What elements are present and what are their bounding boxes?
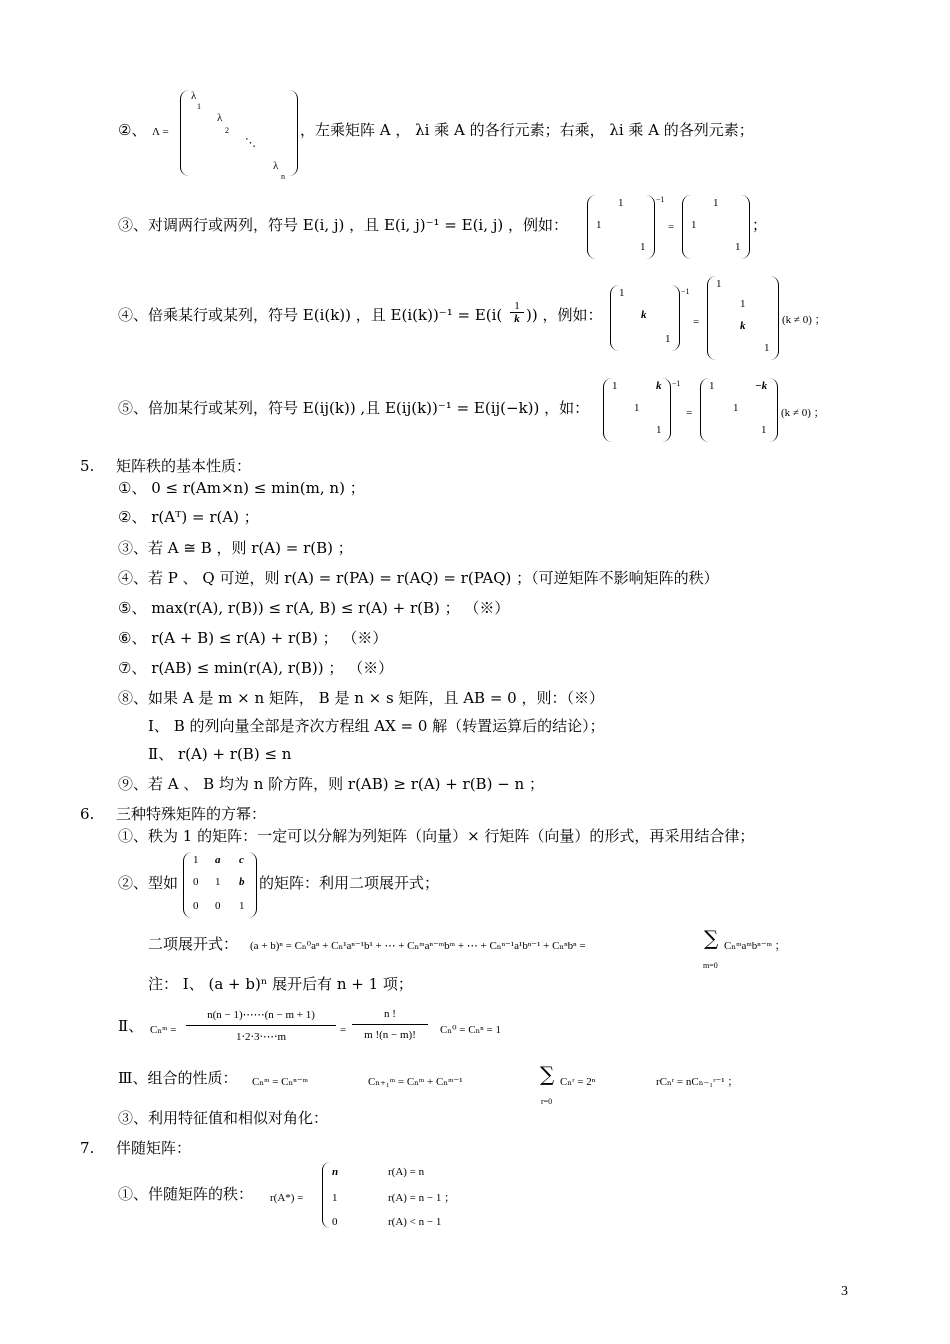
comb-property-2: Cₙ₊₁ᵐ = Cₙᵐ + Cₙᵐ⁻¹ bbox=[368, 1076, 463, 1088]
item3-matrix-right bbox=[682, 195, 750, 259]
sec5-line-6: ⑥、 r(A + B) ≤ r(A) + r(B) ； （※） bbox=[118, 629, 388, 647]
frac-num: n(n − 1)⋯⋯(n − m + 1) bbox=[207, 1009, 315, 1021]
item4-text2: )) ，例如： bbox=[526, 306, 603, 324]
binomial-formula: (a + b)ⁿ = Cₙ⁰aⁿ + Cₙ¹aⁿ⁻¹b¹ + ⋯ + Cₙᵐaⁿ⁻ᵐbᵐ + ⋯ + Cₙⁿ⁻¹a¹bⁿ⁻¹ + Cₙⁿbⁿ = bbox=[250, 940, 586, 952]
mat-entry: 0 bbox=[215, 900, 221, 912]
comb-eq: = bbox=[340, 1024, 347, 1036]
mat-entry: k bbox=[740, 320, 746, 332]
mat-entry: k bbox=[641, 309, 647, 321]
mat-entry: 1 bbox=[215, 876, 221, 888]
frac-num: n ! bbox=[384, 1008, 396, 1020]
mat-entry: 1 bbox=[713, 197, 719, 209]
mat-entry: 1 bbox=[612, 380, 618, 392]
mat-entry: 1 bbox=[761, 424, 767, 436]
sec7-number: 7. bbox=[80, 1139, 95, 1157]
mat-entry: 1 bbox=[619, 287, 625, 299]
mat-entry: 1 bbox=[640, 241, 646, 253]
sec6-title: 三种特殊矩阵的方幂： bbox=[116, 805, 267, 823]
mat-entry: 1 bbox=[716, 278, 722, 290]
sec6-line-3: ③、利用特征值和相似对角化： bbox=[118, 1109, 329, 1127]
sec7-line-1-label: ①、伴随矩阵的秩： bbox=[118, 1185, 254, 1203]
note-ii-label: Ⅱ、 bbox=[118, 1017, 144, 1035]
item3-text: ③、对调两行或两列，符号 E(i, j) ，且 E(i, j)⁻¹ = E(i, j) ，例如： bbox=[118, 216, 569, 234]
sec5-line-1: ①、 0 ≤ r(Am×n) ≤ min(m, n) ； bbox=[118, 479, 365, 497]
binomial-term: Cₙᵐaᵐbⁿ⁻ᵐ ； bbox=[724, 940, 786, 952]
mat-entry: ⋱ bbox=[245, 137, 256, 149]
mat-entry: 2 bbox=[225, 126, 229, 135]
item3-matrix-left bbox=[587, 195, 655, 259]
comb-properties-label: Ⅲ、组合的性质： bbox=[118, 1069, 238, 1087]
sec5-line-5: ⑤、 max(r(A), r(B)) ≤ r(A, B) ≤ r(A) + r(B) ； （※） bbox=[118, 599, 510, 617]
mat-entry: 1 bbox=[618, 197, 624, 209]
mat-entry: 1 bbox=[239, 900, 245, 912]
sec5-line-8: ⑧、如果 A 是 m × n 矩阵， B 是 n × s 矩阵，且 AB = 0 ，则：（※） bbox=[118, 689, 604, 707]
comb-sum-lower: r=0 bbox=[541, 1097, 553, 1106]
sec6-number: 6. bbox=[80, 805, 95, 823]
item2-diag-matrix bbox=[180, 90, 298, 181]
sec5-line-8-ii: Ⅱ、 r(A) + r(B) ≤ n bbox=[148, 745, 292, 763]
mat-entry: b bbox=[239, 876, 245, 888]
item2-label: ②、 bbox=[118, 121, 147, 139]
item3-exponent: −1 bbox=[656, 195, 665, 204]
sec6-line-2-text: 的矩阵：利用二项展开式； bbox=[259, 874, 440, 892]
mat-entry: 1 bbox=[596, 219, 602, 231]
mat-entry: a bbox=[215, 854, 221, 866]
case-condition: r(A) = n bbox=[388, 1166, 425, 1178]
sec5-line-8-i: Ⅰ、 B 的列向量全部是齐次方程组 AX = 0 解（转置运算后的结论）； bbox=[148, 717, 605, 735]
mat-entry: 1 bbox=[709, 380, 715, 392]
comb-fraction-1 bbox=[186, 1008, 336, 1043]
frac-num: 1 bbox=[514, 300, 520, 312]
mat-entry: λ bbox=[191, 90, 197, 102]
note-i: 注： Ⅰ、 (a + b)ⁿ 展开后有 n + 1 项； bbox=[148, 975, 413, 993]
item3-equals: = bbox=[668, 221, 675, 233]
mat-entry: 1 bbox=[733, 402, 739, 414]
sec6-line-1: ①、秩为 1 的矩阵：一定可以分解为列矩阵（向量）× 行矩阵（向量）的形式，再采用结合律； bbox=[118, 827, 755, 845]
item3-end: ； bbox=[752, 216, 768, 234]
frac-den: k bbox=[510, 312, 524, 325]
comb-property-4: rCₙʳ = nCₙ₋₁ʳ⁻¹ ； bbox=[656, 1076, 739, 1088]
mat-entry: 1 bbox=[735, 241, 741, 253]
item4-exponent: −1 bbox=[681, 287, 690, 296]
binomial-sum-sign: ∑ bbox=[704, 926, 719, 950]
mat-entry: −k bbox=[755, 380, 768, 392]
sec5-number: 5. bbox=[80, 457, 95, 475]
item2-text: ，左乘矩阵 A ， λi 乘 A 的各行元素；右乘， λi 乘 A 的各列元素； bbox=[300, 121, 754, 139]
mat-entry: 1 bbox=[197, 102, 201, 111]
page-number: 3 bbox=[841, 1284, 848, 1299]
mat-entry: 1 bbox=[665, 333, 671, 345]
frac-den: 1⋅2⋅3⋅⋯⋅m bbox=[186, 1025, 336, 1043]
mat-entry: 0 bbox=[193, 900, 199, 912]
item5-equals: = bbox=[686, 407, 693, 419]
mat-entry: 1 bbox=[634, 402, 640, 414]
case-value: 0 bbox=[332, 1216, 338, 1228]
item2-lambda: Λ = bbox=[152, 126, 169, 138]
sec6-line-2-label: ②、型如 bbox=[118, 874, 179, 892]
sec5-line-2: ②、 r(Aᵀ) = r(A) ； bbox=[118, 508, 259, 526]
mat-entry: c bbox=[239, 854, 244, 866]
item5-matrix-right bbox=[700, 378, 778, 442]
mat-entry: λ bbox=[217, 112, 223, 124]
comb-property-3: Cₙʳ = 2ⁿ bbox=[560, 1076, 596, 1088]
sec5-line-7: ⑦、 r(AB) ≤ min(r(A), r(B)) ； （※） bbox=[118, 659, 394, 677]
binomial-label: 二项展开式： bbox=[148, 935, 239, 953]
item5-exponent: −1 bbox=[672, 379, 681, 388]
cases-brace bbox=[322, 1162, 331, 1228]
comb-sum-sign: ∑ bbox=[540, 1062, 555, 1086]
comb-identity: Cₙ⁰ = Cₙⁿ = 1 bbox=[440, 1024, 501, 1036]
sec5-line-3: ③、若 A ≅ B ，则 r(A) = r(B) ； bbox=[118, 539, 353, 557]
item4-matrix-right bbox=[707, 276, 779, 360]
item4-fraction bbox=[510, 300, 524, 325]
sec6-upper-matrix bbox=[183, 852, 257, 918]
comb-property-1: Cₙᵐ = Cₙⁿ⁻ᵐ bbox=[252, 1076, 308, 1088]
mat-entry: 1 bbox=[740, 298, 746, 310]
case-value: n bbox=[332, 1166, 339, 1178]
item4-end: (k ≠ 0) ； bbox=[782, 314, 826, 326]
sec5-line-9: ⑨、若 A 、 B 均为 n 阶方阵，则 r(AB) ≥ r(A) + r(B) − n ； bbox=[118, 775, 544, 793]
mat-entry: 1 bbox=[764, 342, 770, 354]
mat-entry: 1 bbox=[691, 219, 697, 231]
item5-end: (k ≠ 0) ； bbox=[781, 407, 825, 419]
item4-text: ④、倍乘某行或某列，符号 E(i(k)) ，且 E(i(k))⁻¹ = E(i( bbox=[118, 306, 503, 324]
frac-den: m !(n − m)! bbox=[352, 1024, 428, 1041]
mat-entry: n bbox=[281, 172, 285, 181]
case-condition: r(A) = n − 1 ； bbox=[388, 1192, 456, 1204]
adjoint-lhs: r(A*) = bbox=[270, 1192, 304, 1204]
mat-entry: k bbox=[656, 380, 662, 392]
mat-entry: 1 bbox=[656, 424, 662, 436]
mat-entry: λ bbox=[273, 160, 279, 172]
sec7-title: 伴随矩阵： bbox=[116, 1139, 192, 1157]
sec5-line-4: ④、若 P 、 Q 可逆，则 r(A) = r(PA) = r(AQ) = r(PAQ) ；（可逆矩阵不影响矩阵的秩） bbox=[118, 569, 719, 587]
binomial-sum-lower: m=0 bbox=[703, 961, 718, 970]
mat-entry: 0 bbox=[193, 876, 199, 888]
item4-matrix-left bbox=[610, 285, 680, 351]
case-value: 1 bbox=[332, 1192, 338, 1204]
item5-matrix-left bbox=[603, 378, 671, 442]
case-condition: r(A) < n − 1 bbox=[388, 1216, 442, 1228]
comb-lhs: Cₙᵐ = bbox=[150, 1024, 177, 1036]
mat-entry: 1 bbox=[193, 854, 199, 866]
item4-equals: = bbox=[693, 316, 700, 328]
sec5-title: 矩阵秩的基本性质： bbox=[116, 457, 252, 475]
comb-fraction-2 bbox=[352, 1008, 428, 1041]
item5-text: ⑤、倍加某行或某列，符号 E(ij(k)) ,且 E(ij(k))⁻¹ = E(ij(−k)) ，如： bbox=[118, 399, 590, 417]
